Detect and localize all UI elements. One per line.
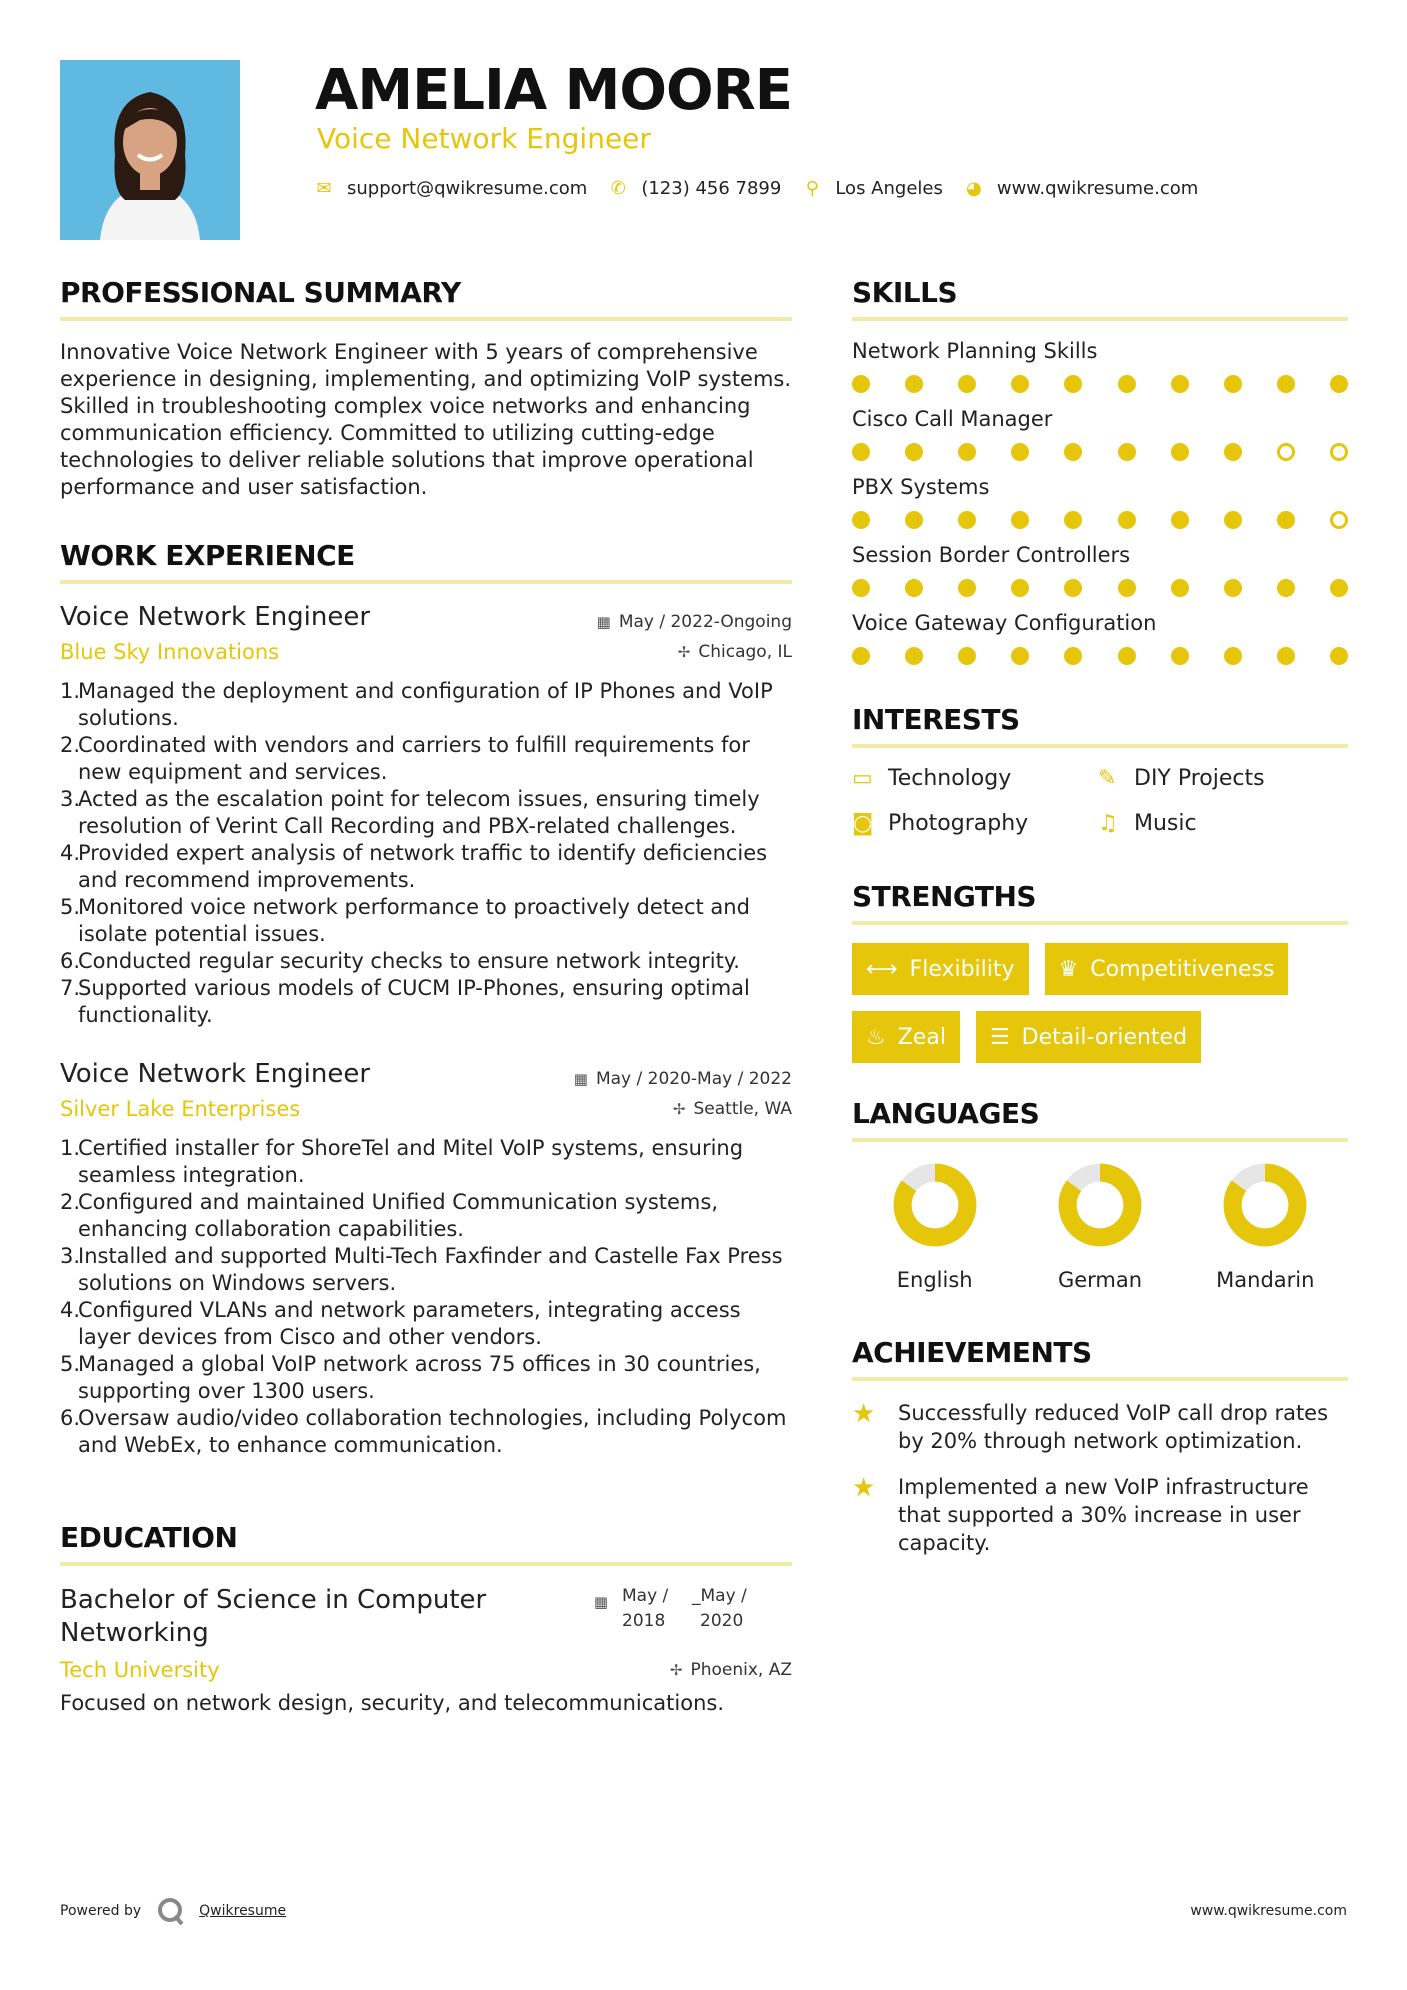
- envelope-icon: ✉: [316, 178, 332, 199]
- star-icon: ★: [852, 1473, 876, 1503]
- skill-name: Session Border Controllers: [852, 543, 1131, 567]
- rating-dot-filled: [958, 443, 976, 461]
- list-item: 4. Configured VLANs and network parameters, integrating access layer devices from Cisco and other vendors.: [60, 1298, 741, 1349]
- rating-dot-filled: [1330, 579, 1348, 597]
- rating-dot-filled: [905, 511, 923, 529]
- rating-dot-filled: [958, 375, 976, 393]
- star-icon: ★: [852, 1399, 876, 1429]
- languages-list: [852, 1160, 1348, 1292]
- brand-link[interactable]: Qwikresume: [199, 1903, 287, 1919]
- rating-dot-filled: [1171, 375, 1189, 393]
- rating-dot-filled: [1118, 511, 1136, 529]
- rating-dot-filled: [1224, 375, 1242, 393]
- skill-item: [852, 543, 1348, 597]
- rating-dot-filled: [1064, 443, 1082, 461]
- rating-dot-filled: [1171, 511, 1189, 529]
- rating-dot-filled: [1224, 579, 1242, 597]
- rating-dot-filled: [958, 511, 976, 529]
- education-dates: ▦ May / 2018 _May / 2020: [593, 1586, 747, 1631]
- interest-item: ✎ DIY Projects: [1098, 766, 1265, 791]
- rating-dot-filled: [1277, 511, 1295, 529]
- phone-text: (123) 456 7899: [641, 178, 782, 199]
- rating-dot-filled: [1118, 579, 1136, 597]
- qwikresume-logo-icon: [155, 1896, 185, 1926]
- pin-icon: ✢: [677, 643, 691, 661]
- summary-text: Innovative Voice Network Engineer with 5 years of comprehensive experience in designing, implementing, and optimizing VoIP systems. Skilled in troubleshooting complex voice networks and enhancing communication efficiency. Committed to utilizing cutting-edge technologies to deliver reliable solutions that improve operational performance and user satisfaction.: [60, 340, 792, 499]
- interest-item: ◙ Photography: [852, 811, 1029, 836]
- skill-name: PBX Systems: [852, 475, 990, 499]
- calendar-icon: ▦: [573, 1070, 588, 1088]
- interests-list: [852, 766, 1348, 836]
- pin-icon: ✢: [672, 1100, 686, 1118]
- laptop-icon: ▭: [852, 766, 873, 791]
- map-pin-icon: ⚲: [805, 178, 819, 199]
- job-date: ▦ May / 2022-Ongoing: [596, 612, 792, 632]
- skill-rating: [852, 647, 1348, 665]
- rating-dot-filled: [1011, 443, 1029, 461]
- strength-chip: ⟷ Flexibility: [852, 943, 1029, 995]
- job-location: ✢ Seattle, WA: [672, 1099, 792, 1119]
- rating-dot-filled: [1064, 647, 1082, 665]
- job-company: Silver Lake Enterprises: [60, 1097, 301, 1121]
- right-column: [852, 276, 1348, 1575]
- list-icon: ☰: [989, 1024, 1010, 1050]
- rating-dot-filled: [1011, 579, 1029, 597]
- rating-dot-filled: [1224, 443, 1242, 461]
- music-icon: ♫: [1098, 811, 1118, 836]
- skill-rating: [852, 443, 1348, 461]
- contact-email[interactable]: [315, 178, 587, 199]
- skill-name: Network Planning Skills: [852, 339, 1098, 363]
- phone-icon: ✆: [610, 178, 626, 199]
- rating-dot-filled: [852, 511, 870, 529]
- rating-dot-filled: [1330, 647, 1348, 665]
- job-duties: [60, 1135, 792, 1459]
- languages-heading: LANGUAGES: [852, 1097, 1348, 1142]
- list-item: 2. Configured and maintained Unified Communication systems, enhancing collaboration capabilities.: [60, 1190, 719, 1241]
- achievement-item: ★ Implemented a new VoIP infrastructure that supported a 30% increase in user capacity.: [852, 1473, 1309, 1555]
- arrows-icon: ⟷: [866, 956, 898, 982]
- strength-chip: ☰ Detail-oriented: [976, 1011, 1201, 1063]
- language-item: [1017, 1160, 1182, 1292]
- rating-dot-filled: [1011, 511, 1029, 529]
- achievements-list: [852, 1399, 1348, 1557]
- rating-dot-filled: [852, 647, 870, 665]
- globe-icon: ◕: [965, 178, 982, 199]
- rating-dot-filled: [852, 443, 870, 461]
- education-description: Focused on network design, security, and telecommunications.: [60, 1691, 725, 1715]
- job-title: Voice Network Engineer: [60, 602, 371, 632]
- left-column: [60, 276, 792, 1717]
- rating-dot-empty: [1277, 443, 1295, 461]
- skill-name: Voice Gateway Configuration: [852, 611, 1157, 635]
- rating-dot-filled: [1118, 375, 1136, 393]
- trophy-icon: ♛: [1058, 956, 1079, 982]
- list-item: 5. Monitored voice network performance to proactively detect and isolate potential issues.: [60, 895, 750, 946]
- rating-dot-filled: [1118, 647, 1136, 665]
- skill-rating: [852, 375, 1348, 393]
- rating-dot-filled: [1171, 647, 1189, 665]
- footer: [60, 1896, 1347, 1926]
- rating-dot-filled: [905, 579, 923, 597]
- person-portrait-icon: [60, 60, 240, 240]
- list-item: 6. Oversaw audio/video collaboration technologies, including Polycom and WebEx, to enhance communication.: [60, 1406, 787, 1457]
- calendar-icon: ▦: [596, 613, 611, 631]
- rating-dot-filled: [1171, 443, 1189, 461]
- education-heading: EDUCATION: [60, 1521, 792, 1566]
- rating-dot-filled: [958, 579, 976, 597]
- rating-dot-filled: [1277, 647, 1295, 665]
- language-donut: [1220, 1160, 1310, 1250]
- contact-phone[interactable]: [609, 178, 781, 199]
- rating-dot-filled: [1330, 375, 1348, 393]
- email-text: support@qwikresume.com: [347, 178, 588, 199]
- skill-item: [852, 407, 1348, 461]
- rating-dot-filled: [1171, 579, 1189, 597]
- rating-dot-filled: [905, 375, 923, 393]
- rating-dot-filled: [1277, 579, 1295, 597]
- rating-dot-filled: [958, 647, 976, 665]
- list-item: 1. Certified installer for ShoreTel and Mitel VoIP systems, ensuring seamless integration.: [60, 1136, 744, 1187]
- skill-rating: [852, 579, 1348, 597]
- contact-bar: [315, 178, 1220, 199]
- interest-item: ▭ Technology: [852, 766, 1012, 791]
- strength-chip: ♨ Zeal: [852, 1011, 960, 1063]
- rating-dot-filled: [905, 443, 923, 461]
- candidate-role: Voice Network Engineer: [317, 122, 651, 155]
- job-duties: [60, 678, 792, 1029]
- rating-dot-filled: [852, 579, 870, 597]
- language-item: [1183, 1160, 1348, 1292]
- degree-title: Bachelor of Science in Computer Networking: [60, 1585, 487, 1648]
- language-name: Mandarin: [1216, 1268, 1315, 1292]
- rating-dot-filled: [1224, 647, 1242, 665]
- list-item: 7. Supported various models of CUCM IP-Phones, ensuring optimal functionality.: [60, 976, 750, 1027]
- skill-item: [852, 611, 1348, 665]
- job-company: Blue Sky Innovations: [60, 640, 280, 664]
- list-item: 5. Managed a global VoIP network across 75 offices in 30 countries, supporting over 1300 users.: [60, 1352, 761, 1403]
- strength-chip: ♛ Competitiveness: [1045, 943, 1289, 995]
- rating-dot-filled: [1224, 511, 1242, 529]
- rating-dot-filled: [905, 647, 923, 665]
- job-location: ✢ Chicago, IL: [677, 642, 792, 662]
- language-name: German: [1057, 1268, 1143, 1292]
- rating-dot-filled: [1064, 579, 1082, 597]
- skill-item: [852, 339, 1348, 393]
- rating-dot-filled: [1011, 375, 1029, 393]
- school-name: Tech University: [60, 1658, 220, 1682]
- job-2: [60, 1059, 792, 1459]
- list-item: 6. Conducted regular security checks to ensure network integrity.: [60, 949, 740, 973]
- job-title: Voice Network Engineer: [60, 1059, 371, 1089]
- list-item: 3. Acted as the escalation point for telecom issues, ensuring timely resolution of Verint Call Recording and PBX-related challenges.: [60, 787, 760, 838]
- experience-heading: WORK EXPERIENCE: [60, 539, 792, 584]
- contact-location: [803, 178, 943, 199]
- rating-dot-filled: [1011, 647, 1029, 665]
- job-date: ▦ May / 2020-May / 2022: [573, 1069, 792, 1089]
- school-location: ✢ Phoenix, AZ: [669, 1660, 792, 1680]
- skill-name: Cisco Call Manager: [852, 407, 1053, 431]
- rating-dot-filled: [852, 375, 870, 393]
- rating-dot-filled: [1064, 375, 1082, 393]
- skill-rating: [852, 511, 1348, 529]
- interest-item: ♫ Music: [1098, 811, 1197, 836]
- skills-heading: SKILLS: [852, 276, 1348, 321]
- profile-photo: [60, 60, 240, 240]
- interests-heading: INTERESTS: [852, 703, 1348, 748]
- list-item: 1. Managed the deployment and configuration of IP Phones and VoIP solutions.: [60, 679, 773, 730]
- job-1: [60, 602, 792, 1029]
- skills-list: [852, 339, 1348, 665]
- rating-dot-empty: [1330, 443, 1348, 461]
- contact-website[interactable]: [965, 178, 1198, 199]
- list-item: 2. Coordinated with vendors and carriers to fulfill requirements for new equipment and services.: [60, 733, 750, 784]
- camera-icon: ◙: [852, 811, 874, 836]
- achievements-heading: ACHIEVEMENTS: [852, 1336, 1348, 1381]
- list-item: 4. Provided expert analysis of network traffic to identify deficiencies and recommend improvements.: [60, 841, 768, 892]
- footer-website[interactable]: www.qwikresume.com: [1190, 1903, 1347, 1919]
- website-text: www.qwikresume.com: [996, 178, 1199, 199]
- list-item: 3. Installed and supported Multi-Tech Faxfinder and Castelle Fax Press solutions on Windows servers.: [60, 1244, 783, 1295]
- language-donut: [1055, 1160, 1145, 1250]
- rating-dot-filled: [1064, 511, 1082, 529]
- education-entry: [60, 1584, 792, 1717]
- summary-heading: PROFESSIONAL SUMMARY: [60, 276, 792, 321]
- pin-icon: ✢: [669, 1661, 683, 1679]
- rating-dot-filled: [1118, 443, 1136, 461]
- wrench-icon: ✎: [1098, 766, 1117, 791]
- calendar-icon: ▦: [593, 1593, 608, 1611]
- skill-item: [852, 475, 1348, 529]
- powered-label: Powered by: [60, 1903, 142, 1919]
- powered-by: [60, 1896, 286, 1926]
- strengths-heading: STRENGTHS: [852, 880, 1348, 925]
- achievement-item: ★ Successfully reduced VoIP call drop rates by 20% through network optimization.: [852, 1399, 1329, 1453]
- rating-dot-filled: [1277, 375, 1295, 393]
- rating-dot-empty: [1330, 511, 1348, 529]
- candidate-name: AMELIA MOORE: [315, 58, 792, 123]
- location-text: Los Angeles: [835, 178, 943, 199]
- language-item: [852, 1160, 1017, 1292]
- strengths-list: [852, 943, 1348, 1063]
- language-donut: [890, 1160, 980, 1250]
- fire-icon: ♨: [866, 1024, 886, 1050]
- language-name: English: [896, 1268, 973, 1292]
